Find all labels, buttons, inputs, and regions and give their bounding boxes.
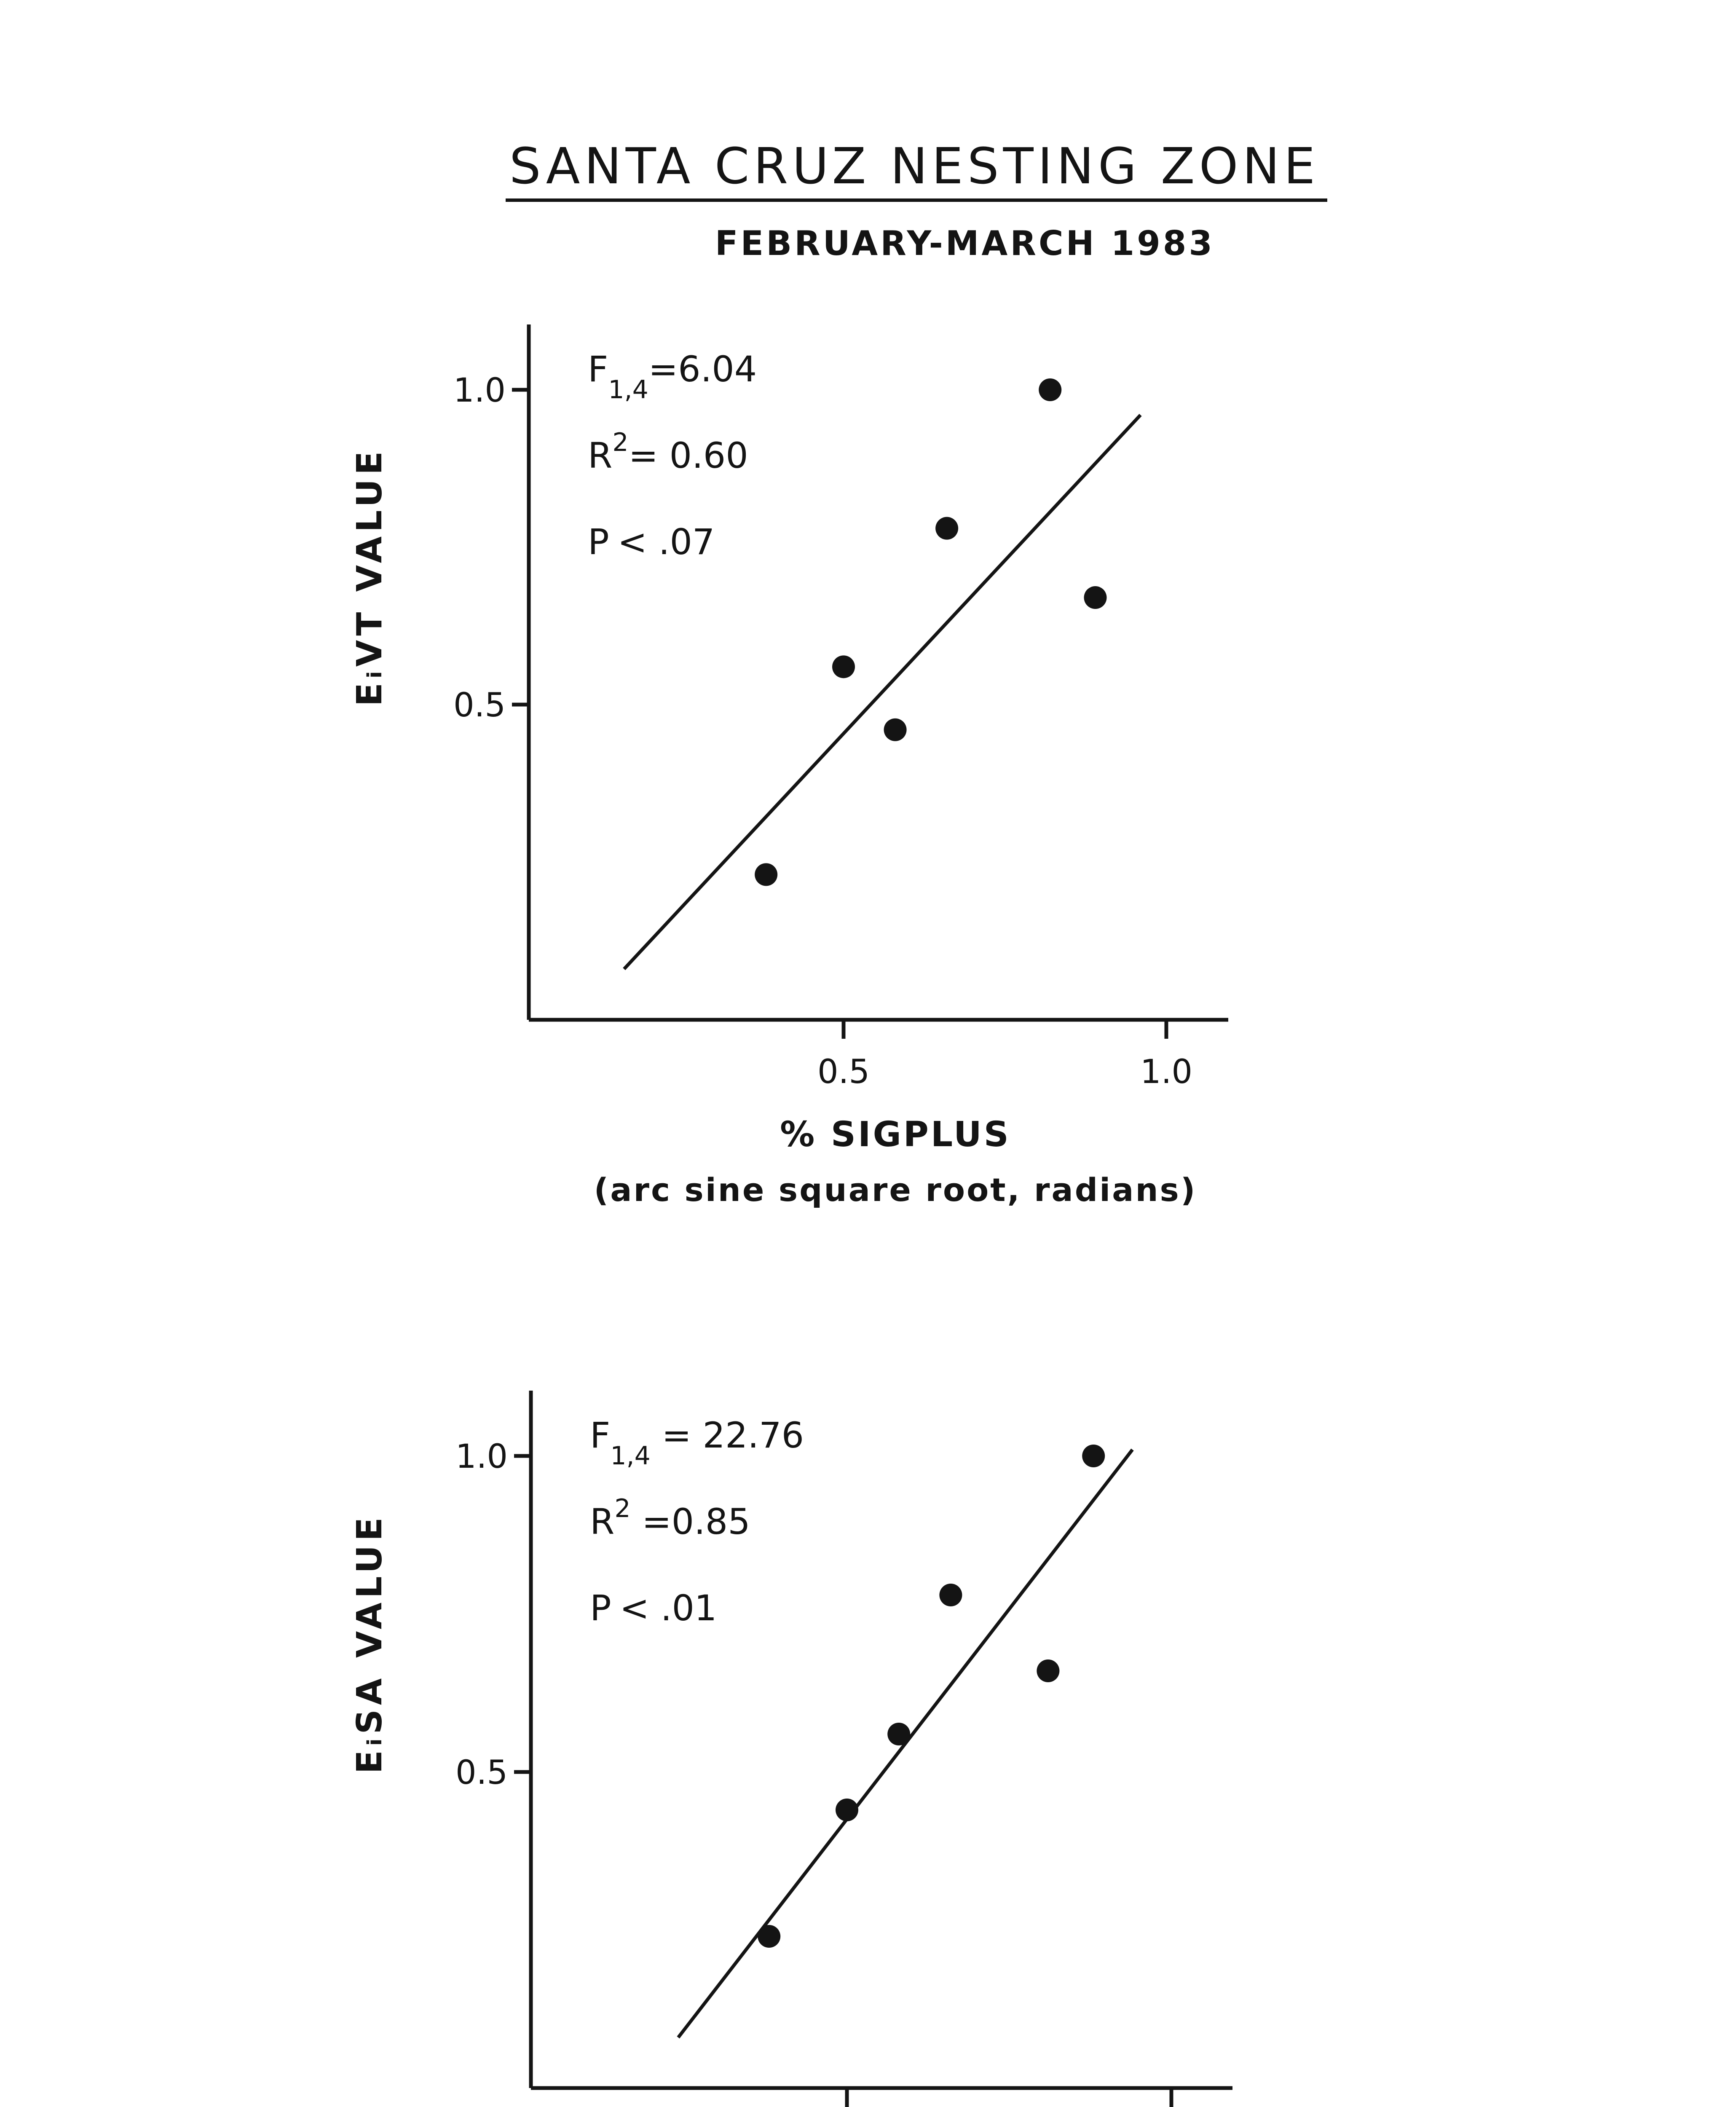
data-point [884,718,907,741]
stat-value: < .01 [619,1587,717,1629]
y-axis-label: EᵢSA VALUE [350,1513,390,1774]
stat-main: R [588,435,613,476]
stat-value: < .07 [617,521,715,563]
stat-superscript: 2 [614,1494,631,1523]
y-tick-label: 0.5 [453,686,506,724]
y-tick-label: 1.0 [453,372,506,410]
stat-annotation [588,521,715,563]
x-axis-label: % SIGPLUS [780,1115,1011,1155]
x-tick-label: 1.0 [1140,1053,1193,1091]
data-point [935,517,958,540]
x-axis-sublabel: (arc sine square root, radians) [594,1171,1197,1209]
stat-superscript: 2 [612,428,629,457]
stat-main: F [590,1415,611,1456]
regression-line [624,415,1141,969]
stat-main: R [590,1501,615,1542]
stat-annotation [590,1587,717,1629]
data-point [1037,1659,1059,1682]
data-point [1084,586,1106,609]
data-point [939,1584,962,1606]
data-point [1082,1445,1105,1467]
y-tick-label: 1.0 [455,1438,508,1476]
stat-main: P [590,1587,611,1629]
stat-value: =6.04 [648,348,757,390]
page-title: SANTA CRUZ NESTING ZONE [509,137,1320,195]
stat-annotation [588,428,748,476]
data-point [887,1723,910,1745]
stat-annotation [590,1415,804,1471]
y-tick-label: 0.5 [455,1754,508,1792]
stat-value: = 0.60 [628,435,748,476]
page-subtitle: FEBRUARY-MARCH 1983 [715,224,1215,263]
stat-annotation [588,348,757,405]
stat-value: = 22.76 [650,1415,804,1456]
x-tick-label: 0.5 [817,1053,870,1091]
data-point [832,655,855,678]
stat-main: P [588,521,609,563]
stat-annotation [590,1494,750,1542]
stat-subscript: 1,4 [608,375,648,405]
data-point [758,1925,780,1948]
scatter-plot-evt [350,324,1228,1209]
data-point [1039,378,1061,401]
stat-subscript: 1,4 [610,1441,651,1471]
scatter-plot-esa [350,1391,1232,2107]
stat-value: =0.85 [630,1501,750,1542]
stat-main: F [588,348,608,390]
y-axis-label: EᵢVT VALUE [350,447,390,707]
data-point [836,1799,858,1821]
data-point [755,863,777,886]
